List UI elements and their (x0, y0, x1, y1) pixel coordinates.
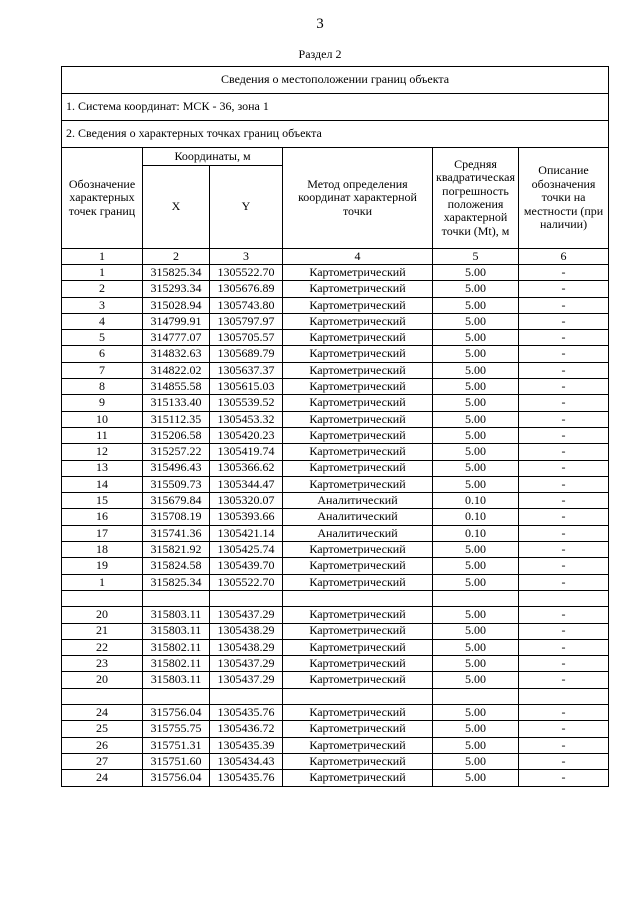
table-row (62, 362, 609, 378)
table-row (62, 379, 609, 395)
error-cell: 5.00 (433, 346, 519, 362)
method-cell: Картометрический (283, 558, 433, 574)
point-id-cell: 14 (62, 476, 143, 492)
x-coord-cell: 315496.43 (143, 460, 210, 476)
table-row (62, 313, 609, 329)
description-cell: - (519, 476, 609, 492)
table-row (62, 639, 609, 655)
header-description: Описание обозначения точки на местности (при наличии) (519, 148, 609, 249)
point-id-cell: 9 (62, 395, 143, 411)
method-cell: Картометрический (283, 656, 433, 672)
x-coord-cell: 314822.02 (143, 362, 210, 378)
x-coord-cell: 315825.34 (143, 574, 210, 590)
boundary-table-frame (61, 66, 608, 787)
error-cell: 5.00 (433, 265, 519, 281)
table-row (62, 558, 609, 574)
table-row (62, 444, 609, 460)
method-cell: Аналитический (283, 493, 433, 509)
method-cell: Картометрический (283, 639, 433, 655)
point-id-cell: 8 (62, 379, 143, 395)
y-coord-cell: 1305437.29 (210, 672, 283, 688)
method-cell: Картометрический (283, 737, 433, 753)
header-point-id: Обозначение характерных точек границ (62, 148, 143, 249)
point-id-cell: 5 (62, 330, 143, 346)
description-cell: - (519, 362, 609, 378)
table-row (62, 265, 609, 281)
table-row (62, 346, 609, 362)
x-coord-cell: 315756.04 (143, 770, 210, 786)
y-coord-cell: 1305522.70 (210, 265, 283, 281)
error-cell: 5.00 (433, 705, 519, 721)
description-cell: - (519, 737, 609, 753)
description-cell: - (519, 411, 609, 427)
y-coord-cell: 1305689.79 (210, 346, 283, 362)
table-row (62, 672, 609, 688)
y-coord-cell: 1305435.76 (210, 770, 283, 786)
point-id-cell: 10 (62, 411, 143, 427)
y-coord-cell: 1305438.29 (210, 623, 283, 639)
description-cell: - (519, 509, 609, 525)
table-row (62, 656, 609, 672)
description-cell: - (519, 705, 609, 721)
column-number: 6 (519, 249, 609, 265)
point-id-cell: 3 (62, 297, 143, 313)
point-id-cell: 1 (62, 265, 143, 281)
column-number: 3 (210, 249, 283, 265)
point-id-cell: 26 (62, 737, 143, 753)
point-id-cell: 20 (62, 672, 143, 688)
table-row (62, 509, 609, 525)
point-id-cell: 24 (62, 705, 143, 721)
x-coord-cell: 315679.84 (143, 493, 210, 509)
x-coord-cell: 314855.58 (143, 379, 210, 395)
method-cell: Картометрический (283, 297, 433, 313)
method-cell (283, 590, 433, 606)
error-cell (433, 590, 519, 606)
y-coord-cell: 1305676.89 (210, 281, 283, 297)
description-cell: - (519, 656, 609, 672)
x-coord-cell: 315802.11 (143, 656, 210, 672)
description-cell: - (519, 607, 609, 623)
error-cell: 5.00 (433, 379, 519, 395)
method-cell: Аналитический (283, 509, 433, 525)
x-coord-cell: 315509.73 (143, 476, 210, 492)
y-coord-cell: 1305393.66 (210, 509, 283, 525)
x-coord-cell: 315751.31 (143, 737, 210, 753)
error-cell: 5.00 (433, 427, 519, 443)
method-cell (283, 688, 433, 704)
error-cell: 5.00 (433, 542, 519, 558)
table-row (62, 525, 609, 541)
description-cell: - (519, 558, 609, 574)
description-cell: - (519, 770, 609, 786)
table-row (62, 542, 609, 558)
point-id-cell: 18 (62, 542, 143, 558)
y-coord-cell: 1305453.32 (210, 411, 283, 427)
description-cell: - (519, 444, 609, 460)
point-id-cell: 25 (62, 721, 143, 737)
method-cell: Картометрический (283, 281, 433, 297)
y-coord-cell: 1305436.72 (210, 721, 283, 737)
point-id-cell: 12 (62, 444, 143, 460)
method-cell: Картометрический (283, 672, 433, 688)
method-cell: Аналитический (283, 525, 433, 541)
point-id-cell (62, 688, 143, 704)
x-coord-cell: 315803.11 (143, 672, 210, 688)
y-coord-cell: 1305705.57 (210, 330, 283, 346)
point-id-cell: 1 (62, 574, 143, 590)
y-coord-cell (210, 590, 283, 606)
method-cell: Картометрический (283, 574, 433, 590)
error-cell: 5.00 (433, 558, 519, 574)
error-cell: 5.00 (433, 721, 519, 737)
error-cell: 5.00 (433, 672, 519, 688)
error-cell: 5.00 (433, 639, 519, 655)
point-id-cell: 13 (62, 460, 143, 476)
x-coord-cell: 315028.94 (143, 297, 210, 313)
method-cell: Картометрический (283, 444, 433, 460)
x-coord-cell: 315756.04 (143, 705, 210, 721)
y-coord-cell: 1305615.03 (210, 379, 283, 395)
point-id-cell: 11 (62, 427, 143, 443)
description-cell (519, 590, 609, 606)
point-id-cell: 23 (62, 656, 143, 672)
x-coord-cell: 315825.34 (143, 265, 210, 281)
point-id-cell: 2 (62, 281, 143, 297)
description-cell: - (519, 574, 609, 590)
table-row (62, 460, 609, 476)
description-cell: - (519, 265, 609, 281)
method-cell: Картометрический (283, 313, 433, 329)
table-row (62, 281, 609, 297)
x-coord-cell: 315206.58 (143, 427, 210, 443)
method-cell: Картометрический (283, 721, 433, 737)
table-row (62, 395, 609, 411)
table-title: Сведения о местоположении границ объекта (62, 67, 609, 94)
method-cell: Картометрический (283, 362, 433, 378)
table-row (62, 721, 609, 737)
column-number: 1 (62, 249, 143, 265)
method-cell: Картометрический (283, 607, 433, 623)
y-coord-cell: 1305438.29 (210, 639, 283, 655)
point-id-cell: 20 (62, 607, 143, 623)
description-cell (519, 688, 609, 704)
y-coord-cell: 1305437.29 (210, 607, 283, 623)
description-cell: - (519, 427, 609, 443)
method-cell: Картометрический (283, 623, 433, 639)
point-id-cell: 7 (62, 362, 143, 378)
y-coord-cell: 1305637.37 (210, 362, 283, 378)
point-id-cell: 24 (62, 770, 143, 786)
point-id-cell: 21 (62, 623, 143, 639)
error-cell: 5.00 (433, 656, 519, 672)
description-cell: - (519, 753, 609, 769)
y-coord-cell: 1305320.07 (210, 493, 283, 509)
description-cell: - (519, 395, 609, 411)
header-y: Y (210, 166, 283, 249)
table-row (62, 753, 609, 769)
table-row (62, 411, 609, 427)
x-coord-cell: 315293.34 (143, 281, 210, 297)
column-number: 2 (143, 249, 210, 265)
x-coord-cell: 315802.11 (143, 639, 210, 655)
x-coord-cell: 315741.36 (143, 525, 210, 541)
y-coord-cell: 1305421.14 (210, 525, 283, 541)
table-separator-row (62, 590, 609, 606)
method-cell: Картометрический (283, 542, 433, 558)
x-coord-cell: 315708.19 (143, 509, 210, 525)
y-coord-cell: 1305435.39 (210, 737, 283, 753)
table-row (62, 705, 609, 721)
y-coord-cell: 1305539.52 (210, 395, 283, 411)
error-cell: 5.00 (433, 607, 519, 623)
x-coord-cell: 315112.35 (143, 411, 210, 427)
table-row (62, 574, 609, 590)
error-cell: 5.00 (433, 313, 519, 329)
method-cell: Картометрический (283, 346, 433, 362)
y-coord-cell: 1305797.97 (210, 313, 283, 329)
point-id-cell (62, 590, 143, 606)
x-coord-cell: 315824.58 (143, 558, 210, 574)
y-coord-cell: 1305425.74 (210, 542, 283, 558)
error-cell: 5.00 (433, 395, 519, 411)
coordinate-system: 1. Система координат: МСК - 36, зона 1 (62, 94, 609, 121)
description-cell: - (519, 721, 609, 737)
method-cell: Картометрический (283, 411, 433, 427)
boundary-points-table (61, 66, 609, 787)
point-id-cell: 15 (62, 493, 143, 509)
point-id-cell: 22 (62, 639, 143, 655)
y-coord-cell: 1305522.70 (210, 574, 283, 590)
point-id-cell: 6 (62, 346, 143, 362)
column-number: 5 (433, 249, 519, 265)
point-id-cell: 16 (62, 509, 143, 525)
x-coord-cell: 315133.40 (143, 395, 210, 411)
error-cell: 5.00 (433, 574, 519, 590)
y-coord-cell: 1305437.29 (210, 656, 283, 672)
description-cell: - (519, 672, 609, 688)
error-cell: 5.00 (433, 411, 519, 427)
error-cell: 5.00 (433, 444, 519, 460)
table-row (62, 737, 609, 753)
error-cell: 5.00 (433, 362, 519, 378)
header-x: X (143, 166, 210, 249)
error-cell: 5.00 (433, 297, 519, 313)
point-id-cell: 17 (62, 525, 143, 541)
x-coord-cell: 315803.11 (143, 623, 210, 639)
table-row (62, 476, 609, 492)
header-coordinates: Координаты, м (143, 148, 283, 166)
description-cell: - (519, 281, 609, 297)
method-cell: Картометрический (283, 427, 433, 443)
x-coord-cell (143, 688, 210, 704)
point-id-cell: 4 (62, 313, 143, 329)
table-body (62, 265, 609, 787)
method-cell: Картометрический (283, 770, 433, 786)
error-cell: 5.00 (433, 281, 519, 297)
description-cell: - (519, 297, 609, 313)
error-cell: 0.10 (433, 509, 519, 525)
description-cell: - (519, 623, 609, 639)
point-id-cell: 19 (62, 558, 143, 574)
table-row (62, 493, 609, 509)
table-separator-row (62, 688, 609, 704)
description-cell: - (519, 460, 609, 476)
y-coord-cell: 1305344.47 (210, 476, 283, 492)
y-coord-cell: 1305434.43 (210, 753, 283, 769)
table-row (62, 427, 609, 443)
method-cell: Картометрический (283, 460, 433, 476)
description-cell: - (519, 639, 609, 655)
y-coord-cell: 1305743.80 (210, 297, 283, 313)
column-numbers-row (62, 249, 609, 265)
x-coord-cell: 314777.07 (143, 330, 210, 346)
error-cell: 0.10 (433, 525, 519, 541)
points-heading: 2. Сведения о характерных точках границ объекта (62, 121, 609, 148)
error-cell: 5.00 (433, 753, 519, 769)
description-cell: - (519, 330, 609, 346)
x-coord-cell (143, 590, 210, 606)
table-row (62, 770, 609, 786)
description-cell: - (519, 346, 609, 362)
x-coord-cell: 315803.11 (143, 607, 210, 623)
error-cell: 5.00 (433, 476, 519, 492)
table-row (62, 297, 609, 313)
method-cell: Картометрический (283, 379, 433, 395)
error-cell: 0.10 (433, 493, 519, 509)
description-cell: - (519, 493, 609, 509)
header-error: Средняя квадратическая погрешность положения характерной точки (Mt), м (433, 148, 519, 249)
error-cell: 5.00 (433, 737, 519, 753)
point-id-cell: 27 (62, 753, 143, 769)
table-row (62, 623, 609, 639)
header-method: Метод определения координат характерной точки (283, 148, 433, 249)
method-cell: Картометрический (283, 395, 433, 411)
error-cell: 5.00 (433, 623, 519, 639)
error-cell: 5.00 (433, 770, 519, 786)
x-coord-cell: 315257.22 (143, 444, 210, 460)
table-row (62, 607, 609, 623)
description-cell: - (519, 542, 609, 558)
description-cell: - (519, 525, 609, 541)
section-title: Раздел 2 (298, 47, 342, 61)
error-cell: 5.00 (433, 460, 519, 476)
x-coord-cell: 315751.60 (143, 753, 210, 769)
y-coord-cell: 1305435.76 (210, 705, 283, 721)
description-cell: - (519, 313, 609, 329)
method-cell: Картометрический (283, 476, 433, 492)
page-number: 3 (316, 16, 324, 32)
method-cell: Картометрический (283, 753, 433, 769)
x-coord-cell: 315755.75 (143, 721, 210, 737)
y-coord-cell (210, 688, 283, 704)
x-coord-cell: 315821.92 (143, 542, 210, 558)
method-cell: Картометрический (283, 705, 433, 721)
column-number: 4 (283, 249, 433, 265)
x-coord-cell: 314799.91 (143, 313, 210, 329)
table-row (62, 330, 609, 346)
description-cell: - (519, 379, 609, 395)
method-cell: Картометрический (283, 330, 433, 346)
y-coord-cell: 1305420.23 (210, 427, 283, 443)
method-cell: Картометрический (283, 265, 433, 281)
x-coord-cell: 314832.63 (143, 346, 210, 362)
y-coord-cell: 1305439.70 (210, 558, 283, 574)
y-coord-cell: 1305366.62 (210, 460, 283, 476)
y-coord-cell: 1305419.74 (210, 444, 283, 460)
error-cell (433, 688, 519, 704)
error-cell: 5.00 (433, 330, 519, 346)
